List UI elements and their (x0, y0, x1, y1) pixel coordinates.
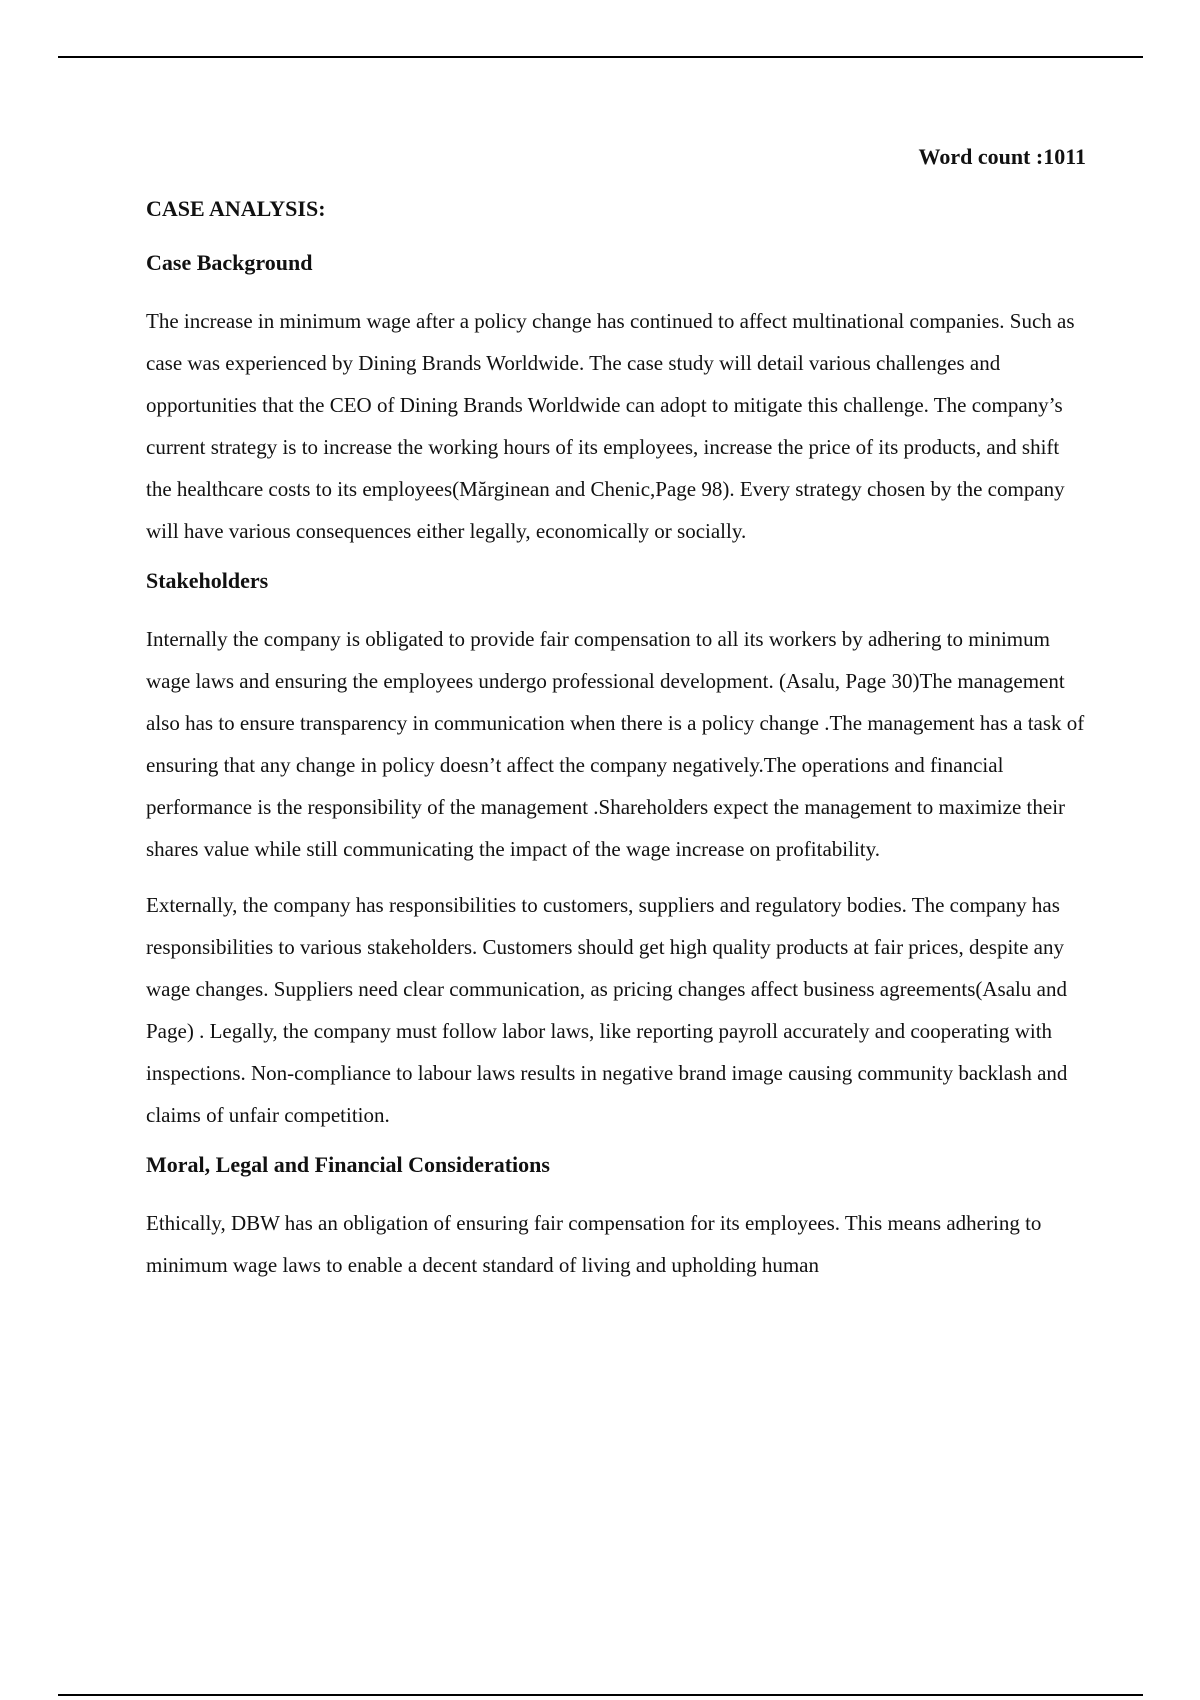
section-heading: Case Background (146, 250, 313, 275)
section-stakeholders (146, 566, 1086, 1136)
header-rule (58, 56, 1143, 58)
section-case-background (146, 248, 1086, 552)
paragraph: Internally the company is obligated to provide fair compensation to all its workers by adhering to minimum wage laws and ensuring the employees undergo professional development. (Asalu, Page 30)The management also has to ensure transparency in communication when there is a policy change .The management has a task of ensuring that any change in policy doesn’t affect the company negatively.The operations and financial performance is the responsibility of the management .Shareholders expect the management to maximize their shares value while still communicating the impact of the wage increase on profitability. (146, 627, 1085, 861)
document-title: CASE ANALYSIS: (146, 196, 326, 221)
section-heading: Stakeholders (146, 568, 269, 593)
paragraph: Externally, the company has responsibilities to customers, suppliers and regulatory bodies. The company has responsibilities to various stakeholders. Customers should get high quality products at fair prices, despite any wage changes. Suppliers need clear communication, as pricing changes affect business agreements(Asalu and Page) . Legally, the company must follow labor laws, like reporting payroll accurately and cooperating with inspections. Non-compliance to labour laws results in negative brand image causing community backlash and claims of unfair competition. (146, 893, 1068, 1127)
word-count: Word count :1011 (918, 144, 1086, 169)
document-body (146, 142, 1086, 1300)
section-heading: Moral, Legal and Financial Considerations (146, 1152, 550, 1177)
paragraph: Ethically, DBW has an obligation of ensuring fair compensation for its employees. This means adhering to minimum wage laws to enable a decent standard of living and upholding human (146, 1211, 1042, 1277)
paragraph: The increase in minimum wage after a policy change has continued to affect multinational companies. Such as case was experienced by Dining Brands Worldwide. The case study will detail various challenges and opportunities that the CEO of Dining Brands Worldwide can adopt to mitigate this challenge. The company’s current strategy is to increase the working hours of its employees, increase the price of its products, and shift the healthcare costs to its employees(Mărginean and Chenic,Page 98). Every strategy chosen by the company will have various consequences either legally, economically or socially. (146, 309, 1075, 543)
footer-rule (58, 1694, 1143, 1696)
section-considerations (146, 1150, 1086, 1286)
